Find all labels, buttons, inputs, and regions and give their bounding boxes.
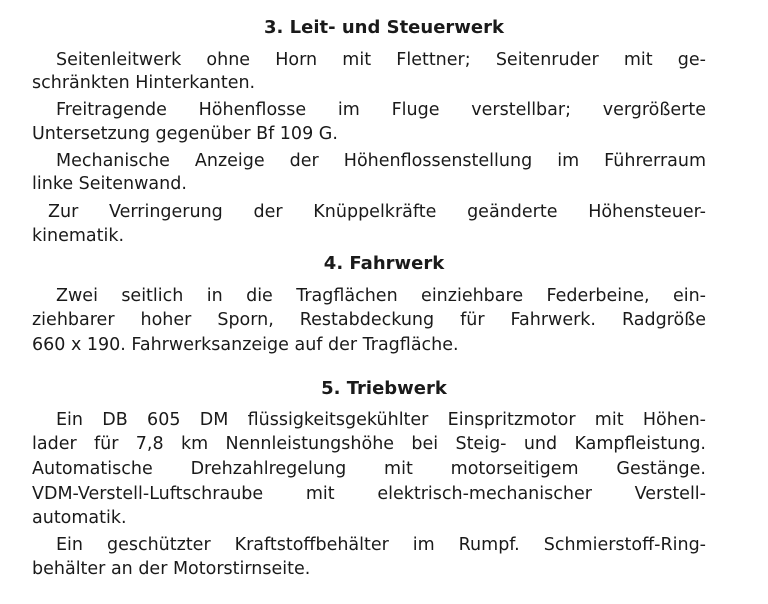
paragraph-line: behälter an der Motorstirnseite. [32, 559, 311, 579]
paragraph-line: Ein DB 605 DM flüssigkeitsgekühlter Einspritzmotor mit Höhen- [56, 410, 706, 430]
paragraph-line: lader für 7,8 km Nennleistungshöhe bei Steig- und Kampfleistung. [32, 434, 706, 454]
paragraph-line: Zwei seitlich in die Tragflächen einziehbare Federbeine, ein- [56, 286, 706, 306]
paragraph-line: ziehbarer hoher Sporn, Restabdeckung für Fahrwerk. Radgröße [32, 310, 706, 330]
paragraph-line: linke Seitenwand. [32, 174, 187, 194]
paragraph-line: Freitragende Höhenflosse im Fluge verstellbar; vergrößerte [56, 100, 706, 120]
section-heading-fahrwerk: 4. Fahrwerk [323, 253, 445, 274]
paragraph-line: automatik. [32, 508, 127, 528]
paragraph-line: VDM-Verstell-Luftschraube mit elektrisch-mechanischer Verstell- [32, 484, 706, 504]
paragraph-line: Untersetzung gegenüber Bf 109 G. [32, 124, 338, 144]
section-heading-leitwerk: 3. Leit- und Steuerwerk [264, 17, 504, 38]
section-heading-triebwerk: 5. Triebwerk [321, 378, 447, 399]
paragraph-line: 660 x 190. Fahrwerksanzeige auf der Tragfläche. [32, 335, 459, 355]
paragraph-line: Zur Verringerung der Knüppelkräfte geänderte Höhensteuer- [48, 202, 706, 222]
paragraph-line: Seitenleitwerk ohne Horn mit Flettner; Seitenruder mit ge- [56, 50, 706, 70]
paragraph-line: Automatische Drehzahlregelung mit motorseitigem Gestänge. [32, 459, 706, 479]
paragraph-line: kinematik. [32, 226, 125, 246]
paragraph-line: schränkten Hinterkanten. [32, 73, 256, 93]
paragraph-line: Ein geschützter Kraftstoffbehälter im Rumpf. Schmierstoff-Ring- [56, 535, 706, 555]
paragraph-line: Mechanische Anzeige der Höhenflossenstellung im Führerraum [56, 151, 706, 171]
